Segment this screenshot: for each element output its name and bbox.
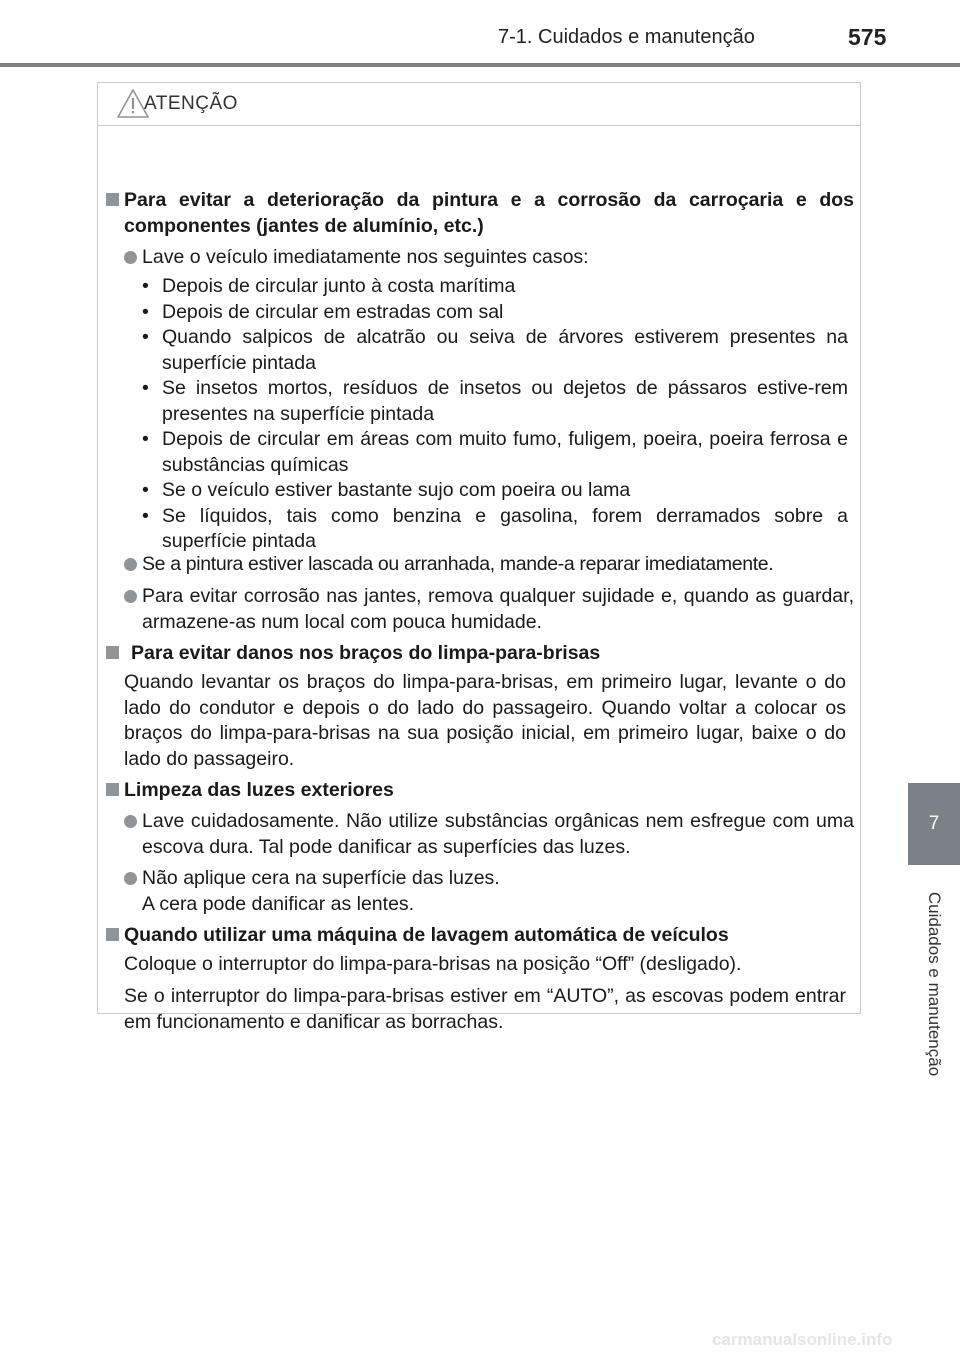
round-bullet-icon <box>124 872 137 885</box>
round-bullet-icon <box>124 558 137 571</box>
header-section-title: 7-1. Cuidados e manutenção <box>498 26 755 48</box>
warning-header <box>98 83 860 126</box>
chapter-tab[interactable] <box>908 783 960 865</box>
section-heading-wipers: Para evitar danos nos braços do limpa-para-brisas <box>106 640 854 666</box>
wash-cases-list <box>142 274 848 555</box>
chapter-side-title: Cuidados e manutenção <box>925 891 944 1077</box>
list-item-no-wax: Não aplique cera na superfície das luzes. A cera pode danificar as lentes. <box>122 865 854 917</box>
carwash-paragraph-2: Se o interruptor do limpa-para-brisas estiver em “AUTO”, as escovas podem entrar em funcionamento e danificar as borrachas. <box>124 985 846 1033</box>
list-item: • Se líquidos, tais como benzina e gasolina, forem derramados sobre a superfície pintada <box>142 504 848 555</box>
carwash-paragraph-1: Coloque o interruptor do limpa-para-brisas na posição “Off” (desligado). <box>124 953 742 975</box>
wipers-paragraph: Quando levantar os braços do limpa-para-brisas, em primeiro lugar, levante o do lado do condutor e depois o do lado do passageiro. Quando voltar a colocar os braços do limpa-para-brisas na sua posição inicial, em primeiro lugar, baixe o do lado do passageiro. <box>124 671 846 770</box>
section-heading-carwash: Quando utilizar uma máquina de lavagem automática de veículos <box>106 922 854 948</box>
round-bullet-icon <box>124 815 137 828</box>
square-bullet-icon <box>106 646 119 659</box>
square-bullet-icon <box>106 783 119 796</box>
list-item: • Depois de circular junto à costa marítima <box>142 274 848 300</box>
warning-box <box>97 82 861 1033</box>
round-bullet-icon <box>124 251 137 264</box>
footer-watermark: carmanualsonline.info <box>712 1330 893 1349</box>
section-heading-lights: Limpeza das luzes exteriores <box>106 777 854 803</box>
round-bullet-icon <box>124 590 137 603</box>
list-item-wash-lights: Lave cuidadosamente. Não utilize substâncias orgânicas nem esfregue com uma escova dura. Tal pode danificar as superfícies das luzes. <box>122 808 854 860</box>
list-item: • Depois de circular em estradas com sal <box>142 300 848 326</box>
page-number: 575 <box>848 24 887 50</box>
list-item: • Se insetos mortos, resíduos de insetos ou dejetos de pássaros estive-rem presentes na superfície pintada <box>142 376 848 427</box>
chapter-number: 7 <box>928 813 940 834</box>
list-item: • Depois de circular em áreas com muito fumo, fuligem, poeira, poeira ferrosa e substâncias químicas <box>142 427 848 478</box>
list-item-chipped-paint: Se a pintura estiver lascada ou arranhada, mande-a reparar imediatamente. <box>122 551 854 577</box>
list-item-wheel-corrosion: Para evitar corrosão nas jantes, remova qualquer sujidade e, quando as guardar, armazene-as num local com pouca humidade. <box>122 583 854 635</box>
warning-title: ATENÇÃO <box>144 93 238 114</box>
list-item-wash-cases: Lave o veículo imediatamente nos seguintes casos: <box>122 244 854 270</box>
list-item: • Quando salpicos de alcatrão ou seiva de árvores estiverem presentes na superfície pintada <box>142 325 848 376</box>
list-item: • Se o veículo estiver bastante sujo com poeira ou lama <box>142 478 848 504</box>
section-heading-paint: Para evitar a deterioração da pintura e a corrosão da carroçaria e dos componentes (jantes de alumínio, etc.) <box>106 187 854 239</box>
square-bullet-icon <box>106 928 119 941</box>
header-rule <box>0 63 960 67</box>
square-bullet-icon <box>106 193 119 206</box>
